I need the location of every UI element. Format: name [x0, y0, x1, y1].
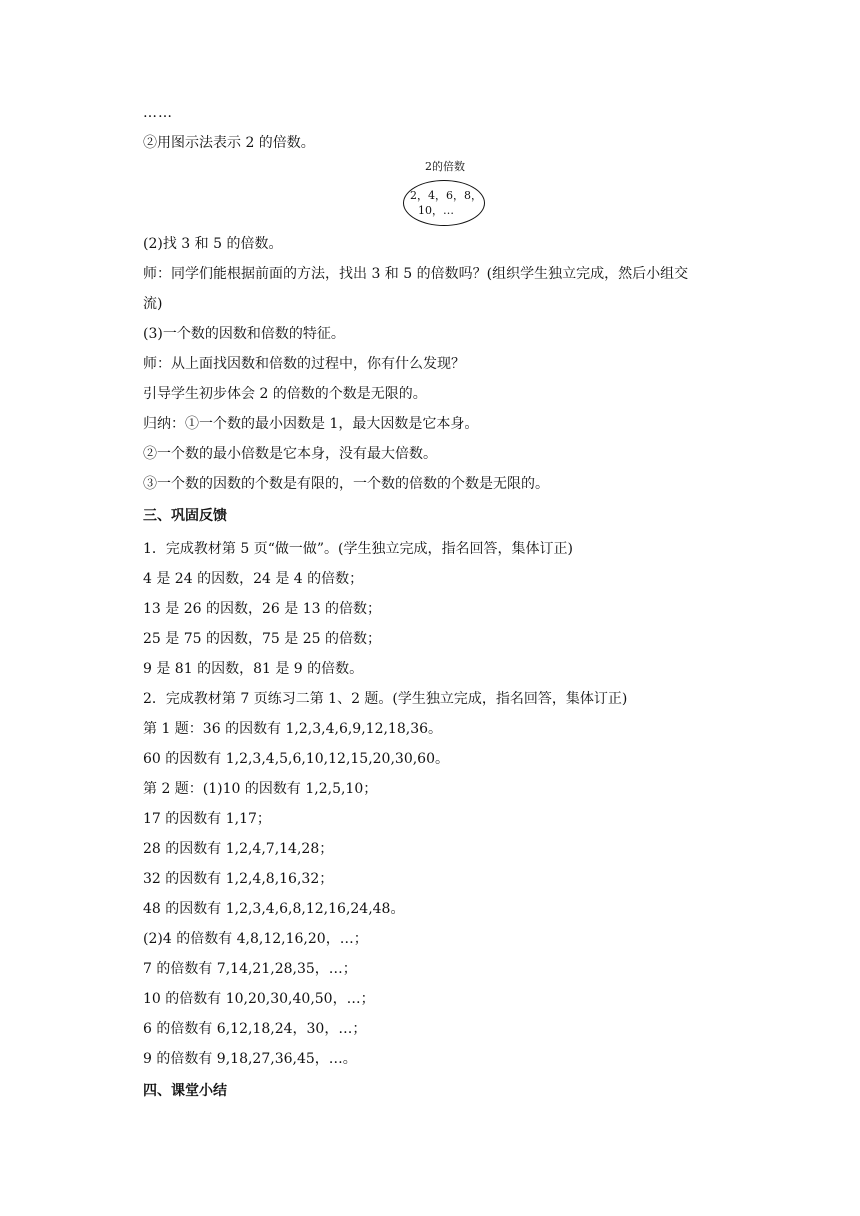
paragraph-line: 4 是 24 的因数，24 是 4 的倍数； — [143, 571, 364, 587]
paragraph-line: 9 的倍数有 9,18,27,36,45，…。 — [143, 1051, 357, 1067]
paragraph-line: 引导学生初步体会 2 的倍数的个数是无限的。 — [143, 386, 427, 402]
paragraph-line: 17 的因数有 1,17； — [143, 811, 271, 827]
diagram-set-row-1: 2，4，6，8， — [410, 189, 482, 202]
paragraph-line: 2．完成教材第 7 页练习二第 1、2 题。(学生独立完成，指名回答，集体订正) — [143, 691, 628, 707]
paragraph-line: 13 是 26 的因数，26 是 13 的倍数； — [143, 601, 381, 617]
paragraph-line: 师：同学们能根据前面的方法，找出 3 和 5 的倍数吗？(组织学生独立完成，然后小组交 — [143, 266, 689, 282]
paragraph-line: (2)4 的倍数有 4,8,12,16,20，…； — [143, 931, 368, 947]
paragraph-line: 第 2 题：(1)10 的因数有 1,2,5,10； — [143, 781, 378, 797]
paragraph-line: 第 1 题：36 的因数有 1,2,3,4,6,9,12,18,36。 — [143, 721, 443, 737]
paragraph-line: 6 的倍数有 6,12,18,24，30，…； — [143, 1021, 367, 1037]
paragraph-line: 25 是 75 的因数，75 是 25 的倍数； — [143, 631, 381, 647]
paragraph-line: ③一个数的因数的个数是有限的，一个数的倍数的个数是无限的。 — [143, 476, 549, 492]
diagram-set-row-2: 10，… — [418, 204, 454, 217]
paragraph-line: 9 是 81 的因数，81 是 9 的倍数。 — [143, 661, 364, 677]
paragraph-line: 32 的因数有 1,2,4,8,16,32； — [143, 871, 334, 887]
set-ellipse — [403, 180, 485, 226]
diagram-title: 2的倍数 — [425, 160, 465, 173]
multiples-of-2-diagram — [400, 160, 490, 232]
paragraph-line: 7 的倍数有 7,14,21,28,35，…； — [143, 961, 357, 977]
paragraph-line: 1．完成教材第 5 页“做一做”。(学生独立完成，指名回答，集体订正) — [143, 541, 573, 557]
paragraph-line: (3)一个数的因数和倍数的特征。 — [143, 326, 345, 342]
paragraph-line: ②一个数的最小倍数是它本身，没有最大倍数。 — [143, 446, 437, 462]
paragraph-line: 60 的因数有 1,2,3,4,5,6,10,12,15,20,30,60。 — [143, 751, 449, 767]
paragraph-line: 归纳：①一个数的最小因数是 1，最大因数是它本身。 — [143, 416, 479, 432]
paragraph-line: 48 的因数有 1,2,3,4,6,8,12,16,24,48。 — [143, 901, 405, 917]
paragraph-line: 师：从上面找因数和倍数的过程中，你有什么发现？ — [143, 356, 465, 372]
paragraph-line: ②用图示法表示 2 的倍数。 — [143, 135, 315, 151]
ellipsis-line: …… — [143, 105, 173, 121]
section-heading: 三、巩固反馈 — [143, 508, 227, 524]
section-heading: 四、课堂小结 — [143, 1083, 227, 1099]
paragraph-line: 28 的因数有 1,2,4,7,14,28； — [143, 841, 334, 857]
paragraph-line: (2)找 3 和 5 的倍数。 — [143, 236, 283, 252]
paragraph-line-continuation: 流) — [143, 296, 163, 312]
paragraph-line: 10 的倍数有 10,20,30,40,50，…； — [143, 991, 375, 1007]
